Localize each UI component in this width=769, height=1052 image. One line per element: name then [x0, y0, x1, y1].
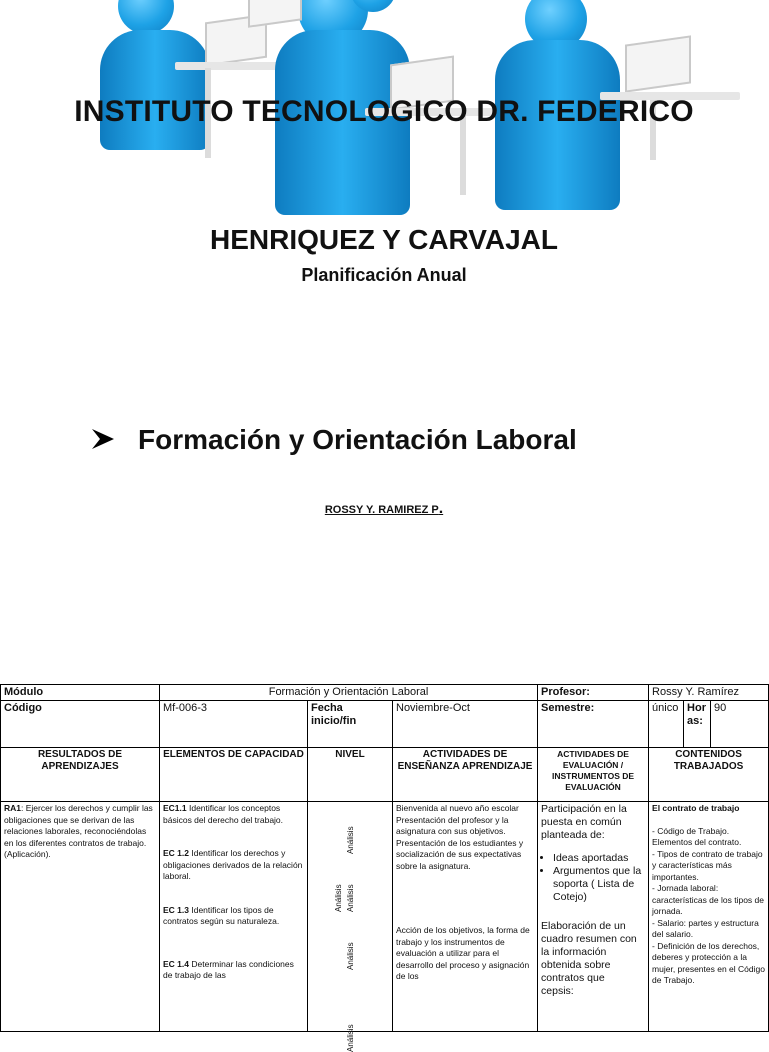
- header-nivel: NIVEL: [308, 748, 393, 802]
- actividades-cell: Bienvenida al nuevo año escolar Presentación del profesor y la asignatura con sus objetivos. Presentación de los estudiantes y socialización de sus expectativas sobre la asignatura. Acción de los objetivos, la forma de trabajo y los instrumentos de evaluación a utilizar para el desarrollo del proceso y asignación de los: [393, 802, 538, 1032]
- codigo-value: Mf-006-3: [160, 701, 308, 748]
- document-subtitle: Planificación Anual: [301, 265, 467, 285]
- fecha-label: Fecha inicio/fin: [308, 701, 393, 748]
- fecha-value: Noviembre-Oct: [393, 701, 538, 748]
- institute-title-line2: HENRIQUEZ Y CARVAJAL: [210, 224, 558, 255]
- ra1-cell: RA1: Ejercer los derechos y cumplir las obligaciones que se derivan de las relaciones laborales, reconociéndolas en los diferentes contratos de trabajo. (Aplicación).: [1, 802, 160, 1032]
- contenidos-cell: El contrato de trabajo - Código de Trabajo. Elementos del contrato. - Tipos de contrato de trabajo y características más importantes. - Jornada laboral: características de los tipos de jornada. - Salario: partes y estructura del salario. - Definición de los derechos, deberes y protección a la mujer, presentes en el Código de Trabajo.: [649, 802, 769, 1032]
- person-figure-icon: [118, 0, 174, 34]
- evaluacion-cell: Participación en la puesta en común planteada de: • Ideas aportadas • Argumentos que la soporta ( Lista de Cotejo) Elaboración de un cuadro resumen con la información obtenida sobre contratos que cepsis:: [538, 802, 649, 1032]
- modulo-label: Módulo: [1, 685, 160, 701]
- modulo-value: Formación y Orientación Laboral: [160, 685, 538, 701]
- institute-title-line1: INSTITUTO TECNOLOGICO DR. FEDERICO: [74, 95, 694, 128]
- horas-label: Horas:: [684, 701, 711, 748]
- author-name: ROSSY Y. RAMIREZ P.: [324, 500, 444, 517]
- course-title: Formación y Orientación Laboral: [138, 424, 577, 455]
- header-contenidos: CONTENIDOS TRABAJADOS: [649, 748, 769, 802]
- profesor-label: Profesor:: [538, 685, 649, 701]
- elemento-item: EC1.1 Identificar los conceptos básicos del derecho del trabajo.: [163, 803, 284, 825]
- semestre-label: Semestre:: [538, 701, 649, 748]
- profesor-value: Rossy Y. Ramírez: [649, 685, 769, 701]
- nivel-label: Análisis: [346, 884, 355, 912]
- codigo-label: Código: [1, 701, 160, 748]
- nivel-label: Análisis: [346, 942, 355, 970]
- header-resultados: RESULTADOS DE APRENDIZAJES: [1, 748, 160, 802]
- semestre-value: único: [649, 701, 684, 748]
- elemento-item: EC 1.3 Identificar los tipos de contratos según su naturaleza.: [163, 904, 280, 926]
- elementos-cell: [160, 802, 308, 1032]
- header-elementos: ELEMENTOS DE CAPACIDAD: [160, 748, 308, 802]
- header-evaluacion: ACTIVIDADES DE EVALUACIÓN / INSTRUMENTOS DE EVALUACIÓN: [538, 748, 649, 802]
- planning-table: [0, 684, 769, 1052]
- elemento-item: EC 1.2 Identificar los derechos y obligaciones derivados de la relación laboral.: [163, 848, 303, 881]
- elemento-item: EC 1.4 Determinar las condiciones de trabajo de las: [163, 958, 294, 980]
- horas-value: 90: [711, 701, 769, 748]
- nivel-cell: [308, 802, 393, 1052]
- course-title-line: [90, 424, 577, 458]
- laptop-icon: [625, 35, 691, 92]
- nivel-label: Análisis: [346, 1024, 355, 1052]
- header-actividades: ACTIVIDADES DE ENSEÑANZA APRENDIZAJE: [393, 748, 538, 802]
- nivel-label: Análisis: [334, 884, 343, 912]
- arrow-bullet-icon: [90, 426, 120, 458]
- nivel-label: Análisis: [346, 826, 355, 854]
